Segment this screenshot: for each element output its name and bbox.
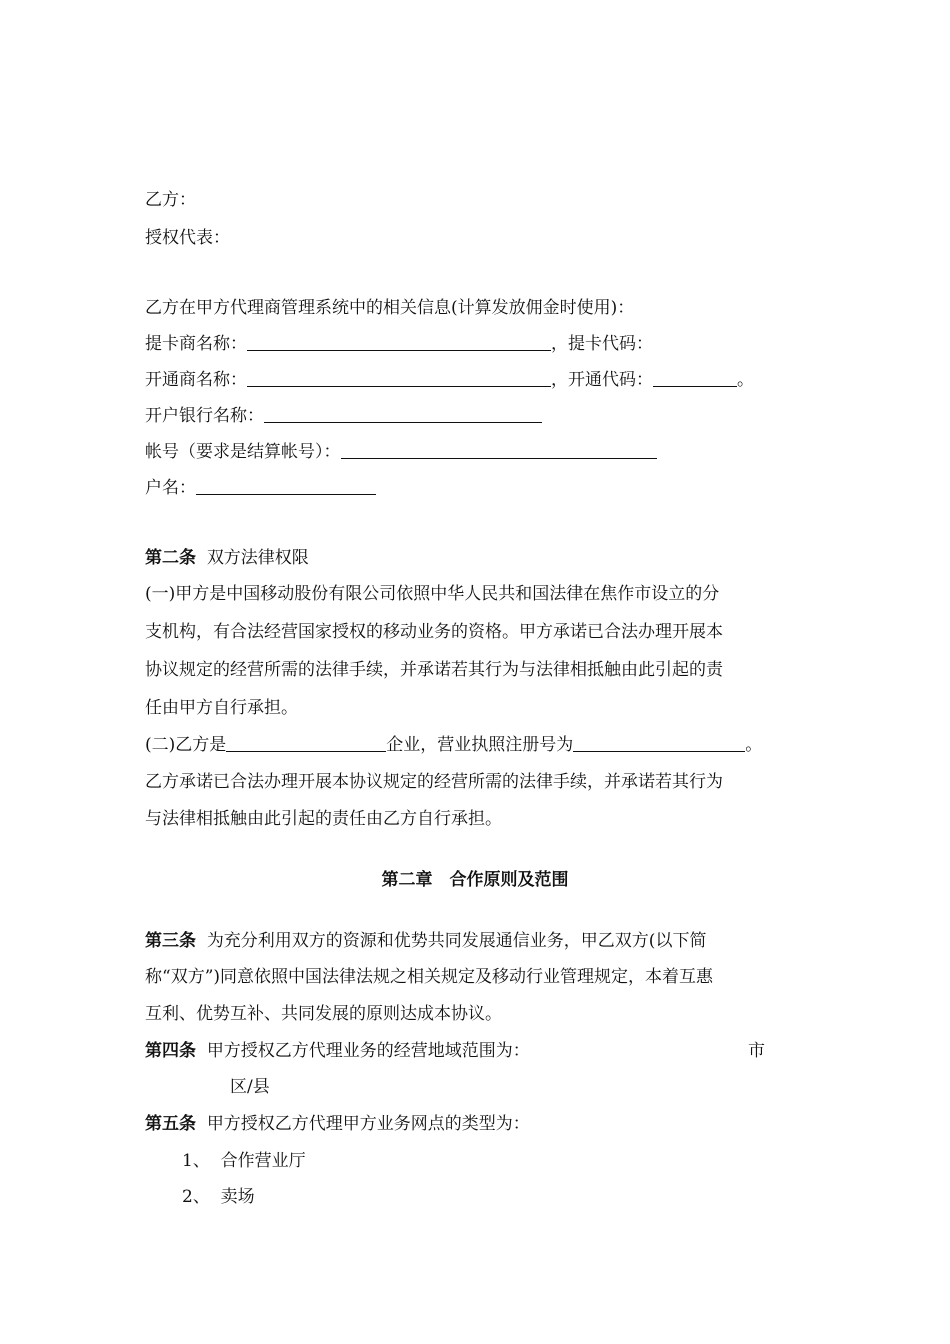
list-item-label: 卖场: [220, 1187, 255, 1207]
chapter-2-title: 第二章 合作原则及范围: [381, 870, 569, 890]
article-3-text-1: 为充分利用双方的资源和优势共同发展通信业务，甲乙双方(以下简: [206, 931, 707, 951]
enterprise-type-blank[interactable]: [226, 735, 386, 752]
bank-name-label: 开户银行名称：: [145, 406, 264, 426]
party-b-label: 乙方：: [145, 190, 196, 210]
account-blank[interactable]: [341, 442, 657, 459]
article-3-line-3: 互利、优势互补、共同发展的原则达成本协议。: [145, 1004, 502, 1024]
article-2-p2-line-2: 乙方承诺已合法办理开展本协议规定的经营所需的法律手续，并承诺若其行为: [145, 772, 723, 792]
article-2-p2-part-c: 。: [745, 735, 763, 755]
list-item: [182, 1187, 255, 1207]
account-holder-row: [145, 478, 376, 498]
card-code-label: ，提卡代码：: [551, 334, 653, 354]
article-5-heading: 第五条: [145, 1114, 196, 1134]
article-4-district: 区/县: [230, 1077, 270, 1097]
article-2-p1-line-3: 协议规定的经营所需的法律手续，并承诺若其行为与法律相抵触由此引起的责: [145, 660, 723, 680]
card-provider-row: [145, 334, 653, 354]
list-item-number: 2、: [182, 1187, 210, 1207]
info-intro: 乙方在甲方代理商管理系统中的相关信息(计算发放佣金时使用)：: [145, 298, 635, 318]
activation-code-blank[interactable]: [653, 370, 737, 387]
article-2-p2-part-a: (二)乙方是: [145, 735, 227, 755]
activation-code-label: ，开通代码：: [551, 370, 653, 390]
list-item-number: 1、: [182, 1151, 210, 1171]
article-2-p2-line-1: [145, 735, 762, 755]
article-4-city: 市: [748, 1041, 765, 1061]
list-item: [182, 1151, 306, 1171]
article-4-heading: 第四条: [145, 1041, 196, 1061]
article-2-p1-line-1: (一)甲方是中国移动股份有限公司依照中华人民共和国法律在焦作市设立的分: [145, 584, 720, 604]
article-4-line-1: [145, 1041, 530, 1061]
article-5-line: [145, 1114, 530, 1134]
article-5-text: 甲方授权乙方代理甲方业务网点的类型为：: [206, 1114, 530, 1134]
bank-name-blank[interactable]: [264, 406, 542, 423]
account-holder-label: 户名：: [145, 478, 196, 498]
activator-name-label: 开通商名称：: [145, 370, 247, 390]
list-item-label: 合作营业厅: [220, 1151, 306, 1171]
article-2-p1-line-2: 支机构，有合法经营国家授权的移动业务的资格。甲方承诺已合法办理开展本: [145, 622, 723, 642]
bank-name-row: [145, 406, 542, 426]
article-4-text: 甲方授权乙方代理业务的经营地域范围为：: [206, 1041, 530, 1061]
article-2-heading: 第二条: [145, 548, 196, 568]
article-3-line-2: 称“双方”)同意依照中国法律法规之相关规定及移动行业管理规定，本着互惠: [145, 967, 714, 987]
account-row: [145, 442, 657, 462]
article-3-heading: 第三条: [145, 931, 196, 951]
article-2-title-text: 双方法律权限: [206, 548, 309, 568]
article-2-title: [145, 548, 309, 568]
account-label: 帐号（要求是结算帐号）：: [145, 442, 341, 462]
activator-row: [145, 370, 754, 390]
activator-name-blank[interactable]: [247, 370, 551, 387]
card-provider-name-label: 提卡商名称：: [145, 334, 247, 354]
license-number-blank[interactable]: [573, 735, 745, 752]
authorized-rep-label: 授权代表：: [145, 228, 230, 248]
article-2-p2-line-3: 与法律相抵触由此引起的责任由乙方自行承担。: [145, 809, 502, 829]
article-3-line-1: [145, 931, 706, 951]
card-provider-name-blank[interactable]: [247, 334, 551, 351]
article-2-p1-line-4: 任由甲方自行承担。: [145, 698, 298, 718]
account-holder-blank[interactable]: [196, 478, 376, 495]
article-2-p2-part-b: 企业，营业执照注册号为: [386, 735, 574, 755]
activation-end: 。: [737, 370, 754, 390]
